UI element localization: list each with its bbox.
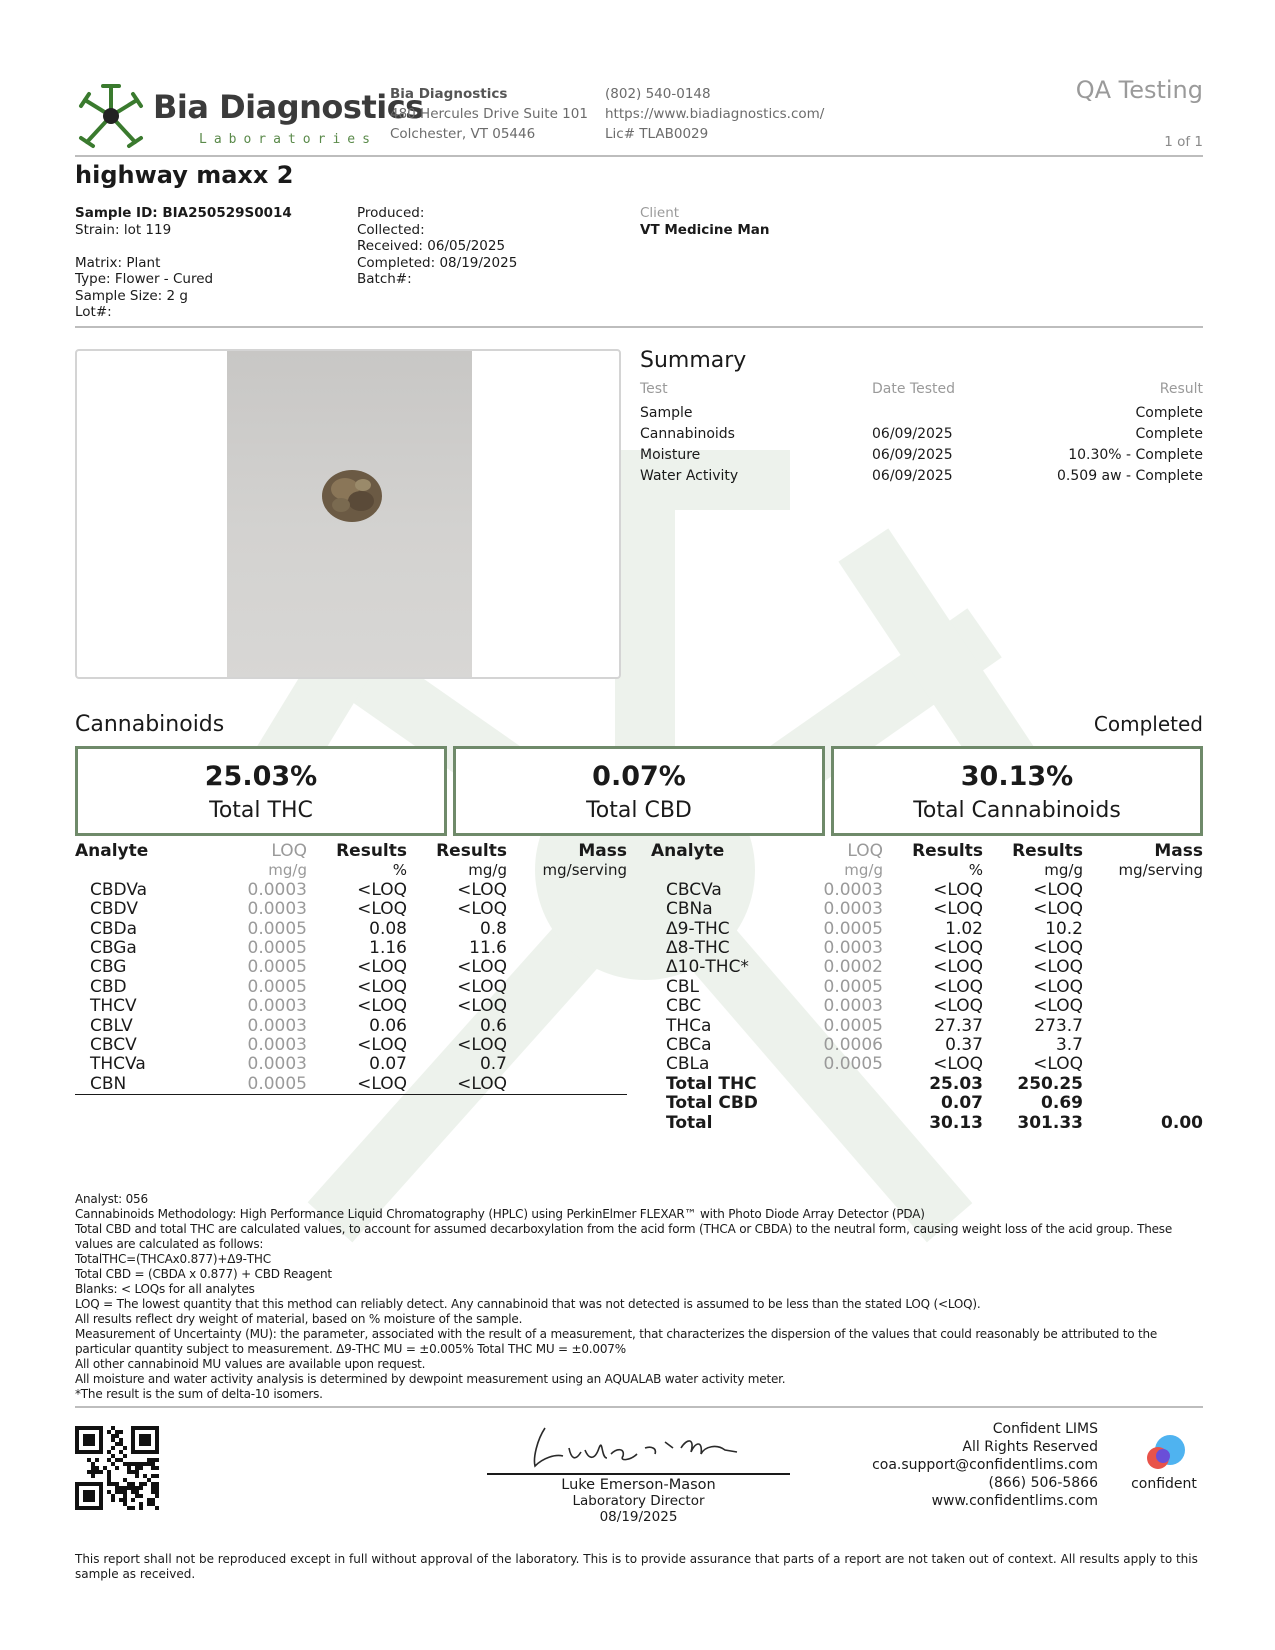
result-percent: <LOQ <box>933 957 983 978</box>
analyte-name: Total THC <box>666 1073 757 1094</box>
result-percent: <LOQ <box>357 957 407 978</box>
result-mgg: <LOQ <box>457 957 507 978</box>
mass-serving <box>507 900 627 919</box>
mass-serving <box>1083 997 1203 1016</box>
lab-address-line1: 480 Hercules Drive Suite 101 <box>390 106 588 122</box>
loq-value <box>783 1075 883 1094</box>
analyte-row <box>651 1017 1203 1036</box>
total-cbd-label: Total CBD <box>586 798 692 823</box>
analyte-name: CBCa <box>666 1035 712 1056</box>
result-mgg: 10.2 <box>1045 918 1083 939</box>
result-mgg: <LOQ <box>1033 957 1083 978</box>
summary-header-date: Date Tested <box>872 381 955 397</box>
right-units-row <box>651 861 1203 880</box>
client-info <box>640 205 770 238</box>
cannabinoids-status: Completed <box>1093 712 1203 736</box>
result-mgg: 0.69 <box>1041 1093 1083 1114</box>
analyte-row <box>75 1017 627 1036</box>
result-mgg: 0.8 <box>479 918 507 939</box>
mass-serving <box>1083 920 1203 939</box>
analyte-name: CBG <box>90 957 127 978</box>
note-line: Cannabinoids Methodology: High Performance Liquid Chromatography (HPLC) using PerkinElmer FLEXAR™ with Photo Diode Array Detector (PDA) <box>75 1207 925 1221</box>
analyte-name: CBCV <box>90 1035 137 1056</box>
column-unit: mg/g <box>844 861 883 880</box>
summary-section <box>640 348 1203 487</box>
signatory-name: Luke Emerson-Mason <box>561 1477 716 1493</box>
note-line: TotalTHC=(THCAx0.877)+Δ9-THC <box>75 1252 271 1266</box>
result-percent: 30.13 <box>929 1112 983 1133</box>
mass-serving <box>1083 978 1203 997</box>
result-percent: <LOQ <box>933 899 983 920</box>
loq-value: 0.0005 <box>823 1054 883 1075</box>
summary-test: Water Activity <box>640 468 739 484</box>
result-mgg: 250.25 <box>1017 1073 1083 1094</box>
lims-phone: (866) 506-5866 <box>988 1475 1098 1491</box>
analyte-name: THCV <box>90 996 137 1017</box>
result-mgg: <LOQ <box>457 996 507 1017</box>
result-percent: 0.06 <box>369 1015 407 1036</box>
column-unit <box>75 861 207 880</box>
mass-serving <box>507 939 627 958</box>
analyte-row <box>651 1036 1203 1055</box>
product-name: highway maxx 2 <box>75 161 294 189</box>
note-line: Blanks: < LOQs for all analytes <box>75 1282 255 1296</box>
completed-date: Completed: 08/19/2025 <box>357 254 518 271</box>
column-header: Analyte <box>651 841 725 861</box>
result-mgg: 3.7 <box>1055 1035 1083 1056</box>
result-mgg: <LOQ <box>1033 996 1083 1017</box>
analyte-name: Total <box>666 1112 713 1133</box>
lab-contact-block <box>605 84 824 144</box>
result-percent: <LOQ <box>933 976 983 997</box>
total-cannabinoids-value: 30.13% <box>960 761 1074 792</box>
analyte-row <box>75 900 627 919</box>
total-row <box>651 1075 1203 1094</box>
note-line: *The result is the sum of delta-10 isomers. <box>75 1387 323 1401</box>
mass-serving <box>507 1017 627 1036</box>
mass-serving <box>507 881 627 900</box>
lab-license: Lic# TLAB0029 <box>605 126 709 142</box>
summary-row <box>640 466 1203 487</box>
result-percent: 1.16 <box>369 938 407 959</box>
analyte-row <box>651 920 1203 939</box>
result-percent: 27.37 <box>934 1015 983 1036</box>
summary-row <box>640 445 1203 466</box>
analyte-name: CBLV <box>90 1015 133 1036</box>
result-mgg: <LOQ <box>1033 1054 1083 1075</box>
result-percent: 1.02 <box>945 918 983 939</box>
analyte-row <box>651 997 1203 1016</box>
loq-value: 0.0003 <box>247 899 307 920</box>
sample-info <box>75 205 292 321</box>
analyte-name: CBN <box>75 1075 207 1095</box>
confident-logo <box>1128 1434 1200 1494</box>
lims-website[interactable]: www.confidentlims.com <box>931 1493 1098 1509</box>
notes-divider <box>75 1406 1203 1408</box>
lims-contact-block <box>872 1420 1098 1510</box>
note-line: Measurement of Uncertainty (MU): the parameter, associated with the result of a measurement, that characterizes the dispersion of the values that could reasonably be attributed to the particular quantity subject to measurement. Δ9-THC MU = ±0.005% Total THC MU = ±0.007% <box>75 1327 1158 1356</box>
loq-value: 0.0005 <box>247 957 307 978</box>
loq-value: 0.0006 <box>823 1035 883 1056</box>
mass-serving <box>507 1075 627 1095</box>
summary-date: 06/09/2025 <box>872 447 953 463</box>
analyte-row <box>651 958 1203 977</box>
summary-date: 06/09/2025 <box>872 426 953 442</box>
result-percent: <LOQ <box>357 996 407 1017</box>
analyte-name: Δ10-THC* <box>666 957 749 978</box>
column-header: Results <box>336 841 407 861</box>
analyte-name: CBDV <box>90 899 138 920</box>
result-percent: <LOQ <box>357 879 407 900</box>
analyte-name: CBDa <box>90 918 138 939</box>
total-cbd-box <box>453 746 825 836</box>
analyte-row <box>75 939 627 958</box>
analyte-name: CBC <box>666 996 702 1017</box>
analyte-row <box>75 958 627 977</box>
result-mgg: <LOQ <box>457 899 507 920</box>
result-percent: <LOQ <box>357 1035 407 1056</box>
column-header: Results <box>912 841 983 861</box>
summary-row <box>640 403 1203 424</box>
total-cannabinoids-label: Total Cannabinoids <box>913 798 1121 823</box>
strain: Strain: lot 119 <box>75 221 172 238</box>
loq-value <box>783 1094 883 1113</box>
sample-id: Sample ID: BIA250529S0014 <box>75 205 292 221</box>
result-percent: <LOQ <box>357 976 407 997</box>
result-percent: <LOQ <box>933 879 983 900</box>
info-divider <box>75 326 1203 328</box>
left-units-row <box>75 861 627 880</box>
column-header: Mass <box>1154 841 1203 861</box>
loq-value: 0.0005 <box>207 1075 307 1095</box>
result-percent: 0.08 <box>369 918 407 939</box>
total-thc-value: 25.03% <box>204 761 318 792</box>
summary-test: Sample <box>640 405 693 421</box>
mass-serving <box>507 958 627 977</box>
report-disclaimer: This report shall not be reproduced except in full without approval of the laboratory. This is to provide assurance that parts of a report are not taken out of context. All results apply to this sample as received. <box>75 1552 1198 1581</box>
loq-value: 0.0003 <box>823 996 883 1017</box>
note-line: Analyst: 056 <box>75 1192 148 1206</box>
analyte-name: Δ9-THC <box>666 918 730 939</box>
loq-value: 0.0005 <box>247 938 307 959</box>
flower-bud-image <box>319 465 385 525</box>
result-mgg: <LOQ <box>457 976 507 997</box>
total-cannabinoids-box <box>831 746 1203 836</box>
summary-title: Summary <box>640 348 747 373</box>
analyte-row <box>75 881 627 900</box>
mass-serving <box>1083 1036 1203 1055</box>
result-mgg: 0.7 <box>479 1054 507 1075</box>
mass-serving <box>1083 1094 1203 1113</box>
result-percent: <LOQ <box>357 899 407 920</box>
result-percent: <LOQ <box>933 1054 983 1075</box>
column-header: Results <box>436 841 507 861</box>
note-line: Total CBD and total THC are calculated values, to account for assumed decarboxylation from the acid form (THCA or CBDA) to the neutral form, causing weight loss of the acid group. These values are calculated as follows: <box>75 1222 1173 1251</box>
signature-date: 08/19/2025 <box>599 1509 678 1525</box>
result-mgg: <LOQ <box>1033 938 1083 959</box>
mass-serving <box>1083 1055 1203 1074</box>
loq-value: 0.0003 <box>823 899 883 920</box>
confident-wordmark: confident <box>1131 1476 1197 1492</box>
mass-serving <box>1083 1075 1203 1094</box>
total-thc-label: Total THC <box>209 798 313 823</box>
loq-value: 0.0003 <box>247 1054 307 1075</box>
logo-subtitle: Laboratories <box>199 132 377 147</box>
lab-logo <box>75 80 424 152</box>
column-unit <box>651 861 783 880</box>
result-percent: 0.07 <box>369 1054 407 1075</box>
analyte-name: CBCVa <box>666 879 722 900</box>
lims-email[interactable]: coa.support@confidentlims.com <box>872 1457 1098 1473</box>
total-row <box>651 1114 1203 1133</box>
loq-value <box>783 1114 883 1133</box>
note-line: All moisture and water activity analysis is determined by dewpoint measurement using an AQUALAB water activity meter. <box>75 1372 786 1386</box>
summary-result: Complete <box>1135 426 1203 442</box>
mass-serving <box>1083 900 1203 919</box>
analyte-row <box>651 881 1203 900</box>
mass-serving <box>1083 958 1203 977</box>
analyte-row <box>75 997 627 1016</box>
analyte-name: CBLa <box>666 1054 710 1075</box>
column-header: LOQ <box>847 841 883 861</box>
mass-serving <box>507 1055 627 1074</box>
confident-circles-icon <box>1128 1434 1200 1476</box>
note-line: All other cannabinoid MU values are available upon request. <box>75 1357 426 1371</box>
analyte-name: CBD <box>90 976 127 997</box>
report-type-title: QA Testing <box>1075 76 1203 104</box>
lab-name: Bia Diagnostics <box>390 86 508 102</box>
produced-date: Produced: <box>357 205 425 221</box>
mass-serving: 0.00 <box>1161 1112 1203 1133</box>
column-unit: mg/g <box>1044 861 1083 880</box>
column-unit: mg/g <box>468 861 507 880</box>
lab-address-block <box>390 84 588 144</box>
analyte-row <box>75 920 627 939</box>
result-mgg: <LOQ <box>457 879 507 900</box>
methodology-notes <box>75 1192 1203 1402</box>
column-unit: % <box>968 861 983 880</box>
analyte-name: CBGa <box>90 938 137 959</box>
column-header: Analyte <box>75 841 149 861</box>
result-percent: 25.03 <box>929 1073 983 1094</box>
total-row <box>651 1094 1203 1113</box>
note-line: All results reflect dry weight of material, based on % moisture of the sample. <box>75 1312 523 1326</box>
summary-result: 0.509 aw - Complete <box>1057 468 1203 484</box>
signatory-title: Laboratory Director <box>572 1493 705 1509</box>
mass-serving <box>1083 939 1203 958</box>
result-mgg: 0.6 <box>479 1015 507 1036</box>
result-percent: 0.37 <box>945 1035 983 1056</box>
analyte-name: THCVa <box>90 1054 146 1075</box>
lot-number: Lot#: <box>75 304 112 320</box>
signatory-block <box>487 1477 790 1525</box>
analyte-row <box>651 900 1203 919</box>
summary-result: Complete <box>1135 405 1203 421</box>
summary-header-row <box>640 379 1203 400</box>
result-percent: <LOQ <box>933 938 983 959</box>
sample-photo <box>227 351 472 679</box>
cannabinoids-title: Cannabinoids <box>75 712 225 737</box>
client-name: VT Medicine Man <box>640 221 770 238</box>
collected-date: Collected: <box>357 221 425 238</box>
loq-value: 0.0003 <box>823 938 883 959</box>
analyte-row <box>651 1055 1203 1074</box>
total-cbd-value: 0.07% <box>592 761 686 792</box>
cannabinoids-table-right <box>651 842 1203 1133</box>
result-mgg: <LOQ <box>1033 879 1083 900</box>
loq-value: 0.0003 <box>823 879 883 900</box>
mass-serving <box>507 920 627 939</box>
result-mgg: 11.6 <box>469 938 507 959</box>
analyte-name: CBNa <box>666 899 713 920</box>
mass-serving <box>507 1036 627 1055</box>
header-divider <box>75 155 1203 157</box>
analyte-name: CBDVa <box>90 879 148 900</box>
summary-result: 10.30% - Complete <box>1068 447 1203 463</box>
received-date: Received: 06/05/2025 <box>357 238 506 254</box>
result-percent: <LOQ <box>933 996 983 1017</box>
analyte-row <box>75 978 627 997</box>
analyte-name: Total CBD <box>666 1093 758 1114</box>
analyte-row <box>651 939 1203 958</box>
sample-dates <box>357 205 517 288</box>
summary-date <box>872 403 1002 424</box>
client-label: Client <box>640 205 680 221</box>
result-percent: 0.07 <box>941 1093 983 1114</box>
result-mgg: 301.33 <box>1017 1112 1083 1133</box>
total-thc-box <box>75 746 447 836</box>
column-unit: mg/g <box>268 861 307 880</box>
result-mgg: 273.7 <box>1034 1015 1083 1036</box>
loq-value: 0.0005 <box>823 1015 883 1036</box>
loq-value: 0.0002 <box>823 957 883 978</box>
summary-row <box>640 424 1203 445</box>
sample-size: Sample Size: 2 g <box>75 287 188 304</box>
summary-header-result: Result <box>1159 381 1203 397</box>
analyte-name: CBL <box>666 976 700 997</box>
summary-test: Moisture <box>640 447 701 463</box>
analyte-row <box>75 1055 627 1074</box>
page-number: 1 of 1 <box>1164 134 1203 150</box>
loq-value: 0.0005 <box>247 976 307 997</box>
summary-test: Cannabinoids <box>640 426 735 442</box>
logo-name: Bia Diagnostics <box>153 88 424 126</box>
mass-serving <box>507 978 627 997</box>
loq-value: 0.0005 <box>247 918 307 939</box>
lab-website[interactable]: https://www.biadiagnostics.com/ <box>605 106 825 122</box>
lims-name: Confident LIMS <box>992 1421 1098 1437</box>
left-header-row <box>75 842 627 861</box>
qr-code-icon[interactable] <box>75 1426 159 1510</box>
loq-value: 0.0003 <box>247 996 307 1017</box>
column-header: Results <box>1012 841 1083 861</box>
sample-photo-frame <box>75 349 621 679</box>
lims-rights: All Rights Reserved <box>962 1439 1098 1455</box>
summary-header-test: Test <box>640 381 668 397</box>
cannabinoids-table-left <box>75 842 627 1095</box>
analyte-name: THCa <box>666 1015 712 1036</box>
summary-date: 06/09/2025 <box>872 468 953 484</box>
signature-image <box>485 1418 790 1474</box>
mass-serving <box>507 997 627 1016</box>
mass-serving <box>1083 1017 1203 1036</box>
batch-number: Batch#: <box>357 271 412 287</box>
note-line: Total CBD = (CBDA x 0.877) + CBD Reagent <box>75 1267 332 1281</box>
analyte-row <box>75 1036 627 1055</box>
note-line: LOQ = The lowest quantity that this method can reliably detect. Any cannabinoid that was not detected is assumed to be less than the stated LOQ (<LOQ). <box>75 1297 981 1311</box>
loq-value: 0.0005 <box>823 918 883 939</box>
result-mgg: <LOQ <box>1033 976 1083 997</box>
analyte-row <box>651 978 1203 997</box>
loq-value: 0.0003 <box>247 1015 307 1036</box>
analyte-row <box>75 1075 627 1095</box>
column-unit: mg/serving <box>1118 861 1203 880</box>
result-mgg: <LOQ <box>407 1075 507 1095</box>
molecule-icon <box>75 80 147 152</box>
result-mgg: <LOQ <box>457 1035 507 1056</box>
right-header-row <box>651 842 1203 861</box>
loq-value: 0.0003 <box>247 1035 307 1056</box>
lab-address-line2: Colchester, VT 05446 <box>390 126 536 142</box>
analyte-name: Δ8-THC <box>666 938 730 959</box>
loq-value: 0.0005 <box>823 976 883 997</box>
result-percent: <LOQ <box>307 1075 407 1095</box>
matrix: Matrix: Plant <box>75 254 161 271</box>
loq-value: 0.0003 <box>247 879 307 900</box>
column-unit: % <box>392 861 407 880</box>
signature-line <box>487 1473 790 1475</box>
result-mgg: <LOQ <box>1033 899 1083 920</box>
column-header: LOQ <box>271 841 307 861</box>
column-unit: mg/serving <box>542 861 627 880</box>
column-header: Mass <box>578 841 627 861</box>
mass-serving <box>1083 881 1203 900</box>
sample-type: Type: Flower - Cured <box>75 271 214 287</box>
lab-phone: (802) 540-0148 <box>605 86 711 102</box>
